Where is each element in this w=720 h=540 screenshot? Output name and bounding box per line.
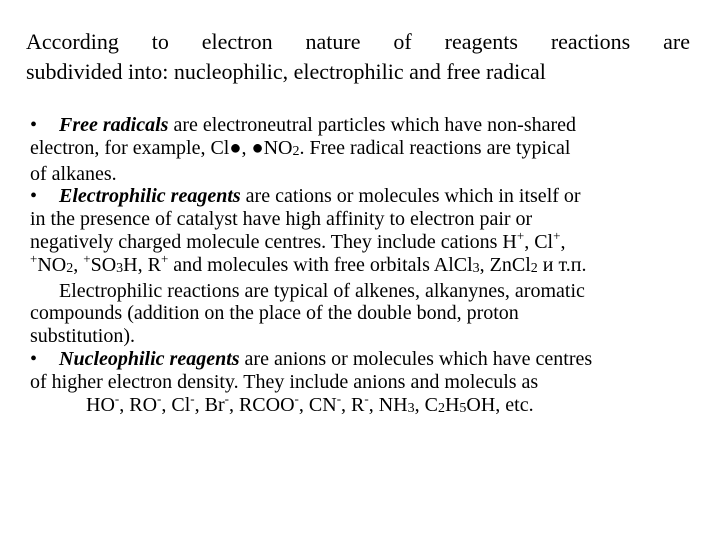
list-item-nucleophilic	[30, 348, 696, 371]
slide-heading	[26, 27, 690, 87]
bullet-icon: •	[30, 347, 38, 370]
body-line: substitution).	[30, 325, 136, 348]
superscript: +	[160, 250, 169, 266]
body-text: are cations or molecules which in itself or	[240, 185, 581, 208]
body-text: , C	[414, 393, 438, 416]
body-line: compounds (addition on the place of the double bond, proton	[30, 302, 519, 325]
heading-line-1: According to electron nature of reagents reactions are	[26, 29, 690, 54]
body-text: , R	[341, 393, 365, 416]
superscript: +	[553, 227, 561, 243]
subscript: 2	[437, 400, 445, 416]
superscript: -	[336, 390, 342, 406]
body-text: , RCOO	[228, 393, 295, 416]
body-line	[30, 250, 696, 280]
body-text: electron, for example, Cl	[30, 136, 230, 159]
body-text: . Free radical reactions are typical	[299, 136, 571, 159]
body-line	[30, 137, 696, 163]
body-text: , CN	[298, 393, 337, 416]
nucleophile-formula-line	[30, 390, 696, 420]
subscript: 3	[407, 400, 415, 416]
body-line: in the presence of catalyst have high affinity to electron pair or	[30, 208, 533, 231]
subscript: 2	[292, 143, 300, 159]
term-electrophilic: Electrophilic reagents	[59, 185, 241, 208]
body-text: OH, etc.	[466, 393, 534, 416]
body-text: ,	[73, 253, 84, 276]
superscript: -	[224, 390, 229, 406]
list-item-electrophilic	[30, 185, 696, 208]
body-text: H, R	[123, 253, 161, 276]
superscript: -	[364, 390, 369, 406]
body-text: H	[444, 393, 460, 416]
superscript: -	[157, 390, 162, 406]
body-text: и т.п.	[537, 253, 587, 276]
subscript: 2	[530, 260, 538, 276]
radical-dot-icon: ●	[251, 136, 264, 159]
heading-line-2: subdivided into: nucleophilic, electrophilic and free radical	[26, 59, 546, 84]
superscript: +	[83, 250, 91, 266]
radical-dot-icon: ●	[229, 136, 242, 159]
body-line: Electrophilic reactions are typical of alkenes, alkanynes, aromatic	[59, 279, 585, 302]
body-text: ,	[241, 136, 252, 159]
body-text: , RO	[119, 393, 158, 416]
term-nucleophilic: Nucleophilic reagents	[59, 347, 240, 370]
bullet-icon: •	[30, 185, 38, 208]
body-text: , Cl	[524, 230, 554, 253]
body-text: NO	[263, 136, 293, 159]
body-text: SO	[90, 253, 117, 276]
body-text: are anions or molecules which have centres	[239, 347, 593, 370]
body-text: HO	[86, 393, 115, 416]
superscript: -	[294, 390, 299, 406]
body-text: and molecules with free orbitals AlCl	[168, 253, 473, 276]
body-text: , ZnCl	[479, 253, 531, 276]
subscript: 3	[116, 260, 124, 276]
body-text: are electroneutral particles which have non-shared	[168, 114, 577, 136]
slide-body	[30, 114, 696, 419]
body-text: , NH	[368, 393, 408, 416]
body-text: ,	[560, 230, 566, 253]
list-item-free-radicals	[30, 114, 696, 137]
subscript: 3	[472, 260, 480, 276]
bullet-icon: •	[30, 114, 38, 136]
body-text: negatively charged molecule centres. They include cations H	[30, 230, 517, 253]
subscript: 5	[459, 400, 467, 416]
superscript: -	[114, 390, 120, 406]
body-line: of alkanes.	[30, 162, 117, 185]
superscript: +	[516, 227, 525, 243]
body-text: , Cl	[161, 393, 191, 416]
term-free-radicals: Free radicals	[59, 114, 169, 136]
superscript: -	[190, 390, 195, 406]
body-text: , Br	[194, 393, 225, 416]
body-line: of higher electron density. They include anions and moleculs as	[30, 370, 539, 393]
subscript: 2	[66, 260, 74, 276]
body-line	[30, 227, 696, 254]
body-text: NO	[37, 253, 67, 276]
superscript: +	[30, 250, 38, 266]
